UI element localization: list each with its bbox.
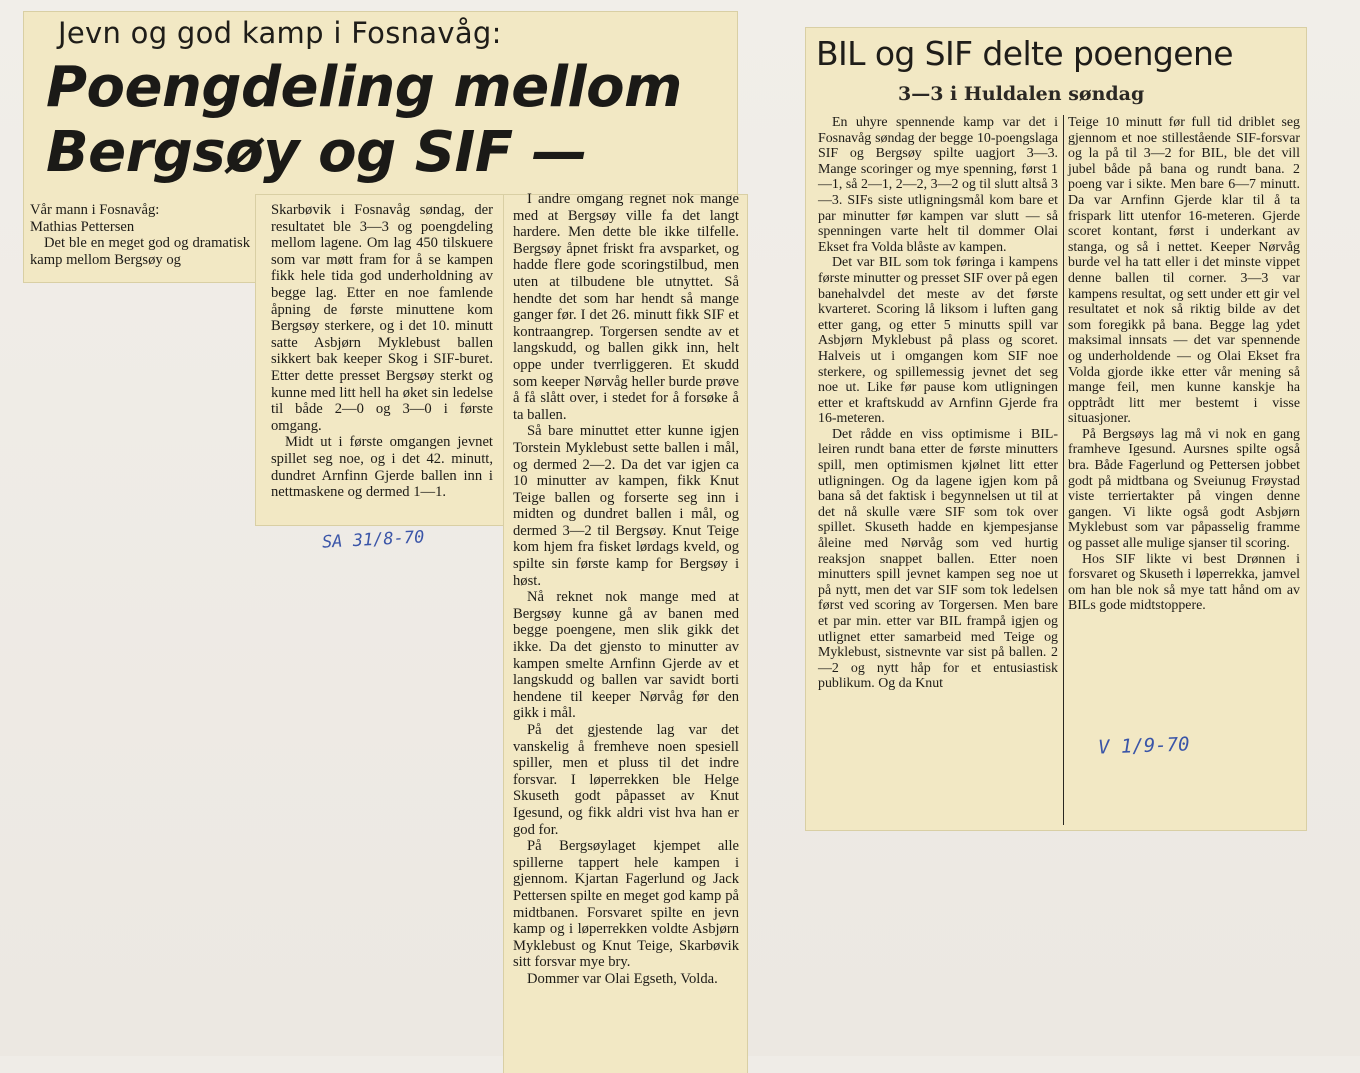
article2-col2-paragraph-3: Hos SIF likte vi best Drønnen i forsvaret og Skuseth i løperrekka, jamvel om han ble nok så mye tatt hånd om av BILs gode midtstoppere. — [1068, 551, 1300, 614]
article1-kicker: Jevn og god kamp i Fosnavåg: — [58, 16, 502, 50]
article1-col3-paragraph-6: Dommer var Olai Egseth, Volda. — [527, 970, 718, 987]
article1-handwritten-date: SA 31/8-70 — [321, 527, 425, 553]
article2-col1-paragraph-1: En uhyre spennende kamp var det i Fosnavåg søndag der begge 10-poengslaga SIF og Bergsøy spilte uagjort 3—3. Mange scoringer og mye spenning, først 1—1, så 2—1, 2—2, 3—2 og til slutt altså 3—3. SIFs siste utligningsmål kom bare et par minutter før kampen var slutt — så spenningen varte helt til dommer Olai Ekset fra Volda blåste av kampen. — [818, 115, 1058, 255]
article1-col3-paragraph-4: På det gjestende lag var det vanskelig å fremheve noen spesiell spiller, men et pluss til det indre forsvar. I løperrekken ble Helge Skuseth godt påpasset av Knut Igesund, og fikk aldri vist hva han er god for. — [513, 722, 739, 838]
article1-column-2 — [271, 202, 493, 501]
article2-col2-paragraph-1: Teige 10 minutt før full tid driblet seg gjennom et noe stillestående SIF-forsvar og la på til 3—2 for BIL, ble det vill jubel både på bana og rundt bana. 2 poeng var i sikte. Men bare 6—7 minutt. Da var Arnfinn Gjerde klar til å ta frispark litt utenfor 16-meteren. Gjerde scoret kontant, først i underkant av stanga, og så i nettet. Keeper Nørvåg burde vel ha tatt eller i det minste vippet denne ballen til corner. 3—3 var kampens resultat, og sett under ett gir vel resultatet et nok så riktig bilde av det som foregikk på bana. Begge lag ydet maksimal innsats — det var spennende og underholdende — og Olai Ekset fra Volda gjorde ikke etter vår mening så mange feil, men kunne kanskje ha opptrådt litt mer bestemt i visse situasjoner. — [1068, 115, 1300, 427]
article1-col3-paragraph-2: Så bare minuttet etter kunne igjen Torstein Myklebust sette ballen i mål, og dermed 2—2. Da det var igjen ca 10 minutter av kampen, fikk Knut Teige ballen og forserte seg inn i midten og dundret ballen i mål, og dermed 3—2 til Bergsøy. Knut Teige kom hjem fra fisket lørdags kveld, og spilte sin første kamp for Bergsøy i høst. — [513, 423, 739, 589]
article1-column-3 — [513, 191, 739, 988]
article1-byline-1: Vår mann i Fosnavåg: — [30, 202, 160, 218]
article2-handwritten-date: V 1/9-70 — [1097, 733, 1190, 759]
article1-col3-paragraph-5: På Bergsøylaget kjempet alle spillerne tappert hele kampen i gjennom. Kjartan Fagerlund og Jack Pettersen spilte en meget god kamp på midtbanen. Forsvaret spilte en jevn kamp og i løperrekken voldte Asbjørn Myklebust og Knut Teige, Skarbøvik sitt forsvar mye bry. — [513, 838, 739, 971]
article1-col1-paragraph: Det ble en meget god og dramatisk kamp mellom Bergsøy og — [30, 235, 250, 268]
article2-column-rule — [1063, 115, 1064, 825]
article2-column-1 — [818, 115, 1058, 692]
article2-col2-paragraph-2: På Bergsøys lag må vi nok en gang framheve Igesund. Aursnes spilte også bra. Både Fagerlund og Pettersen jobbet godt på midtbana og Sveiunug Frøystad viste terriertakter på vingen denne gangen. Vi likte også godt Asbjørn Myklebust som var påpasselig framme og passet alle mulige sjanser til scoring. — [1068, 426, 1300, 552]
article2-subtitle: 3—3 i Huldalen søndag — [898, 83, 1145, 105]
article2-col1-paragraph-2: Det var BIL som tok føringa i kampens første minutter og presset SIF over på egen banehalvdel det meste av det første kvarteret. Scoring lå liksom i luften gang etter gang, og etter 5 minutts spill var Asbjørn Myklebust på plass og scoret. Halveis ut i omgangen kom SIF noe sterkere, og spillemessig jevnet det seg noe ut. Like før pause kom utligningen etter et kraftskudd av Arnfinn Gjerde fra 16-meteren. — [818, 255, 1058, 427]
article2-column-2 — [1068, 115, 1300, 614]
article2-col1-paragraph-3: Det rådde en viss optimisme i BIL-leiren rundt bana etter de første minutters spill, men optimismen kjølnet litt etter utligningen. Og da lagene igjen kom på bana så det faktisk i begynnelsen ut til at det nå skulle være SIF som tok over spillet. Skuseth hadde en kjempesjanse åleine med Nørvåg som ved hurtig reaksjon snappet ballen. Etter noen minutters spill jevnet kampen seg noe ut på nytt, men det var SIF som tok ledelsen først ved scoring av Torgersen. Men bare et par min. etter var BIL frampå igjen og utlignet etter samarbeid med Teige og Myklebust, sistnevnte var sist på ballen. 2—2 og nytt håp for et entusiastisk publikum. Og da Knut — [818, 426, 1058, 692]
article1-col2-paragraph-2: Midt ut i første omgangen jevnet spillet seg noe, og i det 42. minutt, dundret Arnfinn Gjerde ballen inn i nettmaskene og dermed 1—1. — [271, 434, 493, 501]
article1-headline-line1: Poengdeling mellom — [46, 55, 682, 120]
article1-headline — [46, 55, 682, 185]
article1-col3-paragraph-1: I andre omgang regnet nok mange med at Bergsøy ville fa det langt hardere. Men dette ble ikke tilfelle. Bergsøy åpnet friskt fra avsparket, og hadde flere gode scoringstilbud, men uten at tilbudene ble utnyttet. Så hendte det som har hendt så mange ganger før. I det 26. minutt fikk SIF et kontraangrep. Torgersen sendte av et langskudd, og ballen gikk inn, helt oppe under tverrliggeren. Et skudd som keeper Nørvåg heller burde prøve å få slått over, i stedet for å forsøke å ta ballen. — [513, 191, 739, 423]
article1-column-1 — [30, 202, 250, 268]
article2-title: BIL og SIF delte poengene — [816, 34, 1233, 73]
article1-col2-paragraph-1: Skarbøvik i Fosnavåg søndag, der resultatet ble 3—3 og poengdeling mellom lagene. Om lag 450 tilskuere som var møtt fram for å se kampen fikk hele tida god underholdning av begge lag. Etter en noe famlende åpning de første minuttene kom Bergsøy sterkere, og i det 10. minutt satte Asbjørn Myklebust ballen sikkert bak keeper Skog i SIF-buret. Etter dette presset Bergsøy sterkt og kunne med litt hell ha øket sin ledelse til både 2—0 og 3—0 i første omgang. — [271, 202, 493, 434]
article1-col3-paragraph-3: Nå reknet nok mange med at Bergsøy kunne gå av banen med begge poengene, men slik gikk det ikke. Da det gjensto to minutter av kampen smelte Arnfinn Gjerde av et langskudd og ballen var savidt borti hendene til keeper Nørvåg før den gikk i mål. — [513, 589, 739, 722]
article1-byline-2: Mathias Pettersen — [30, 218, 135, 235]
article1-headline-line2: Bergsøy og SIF — — [46, 120, 588, 185]
